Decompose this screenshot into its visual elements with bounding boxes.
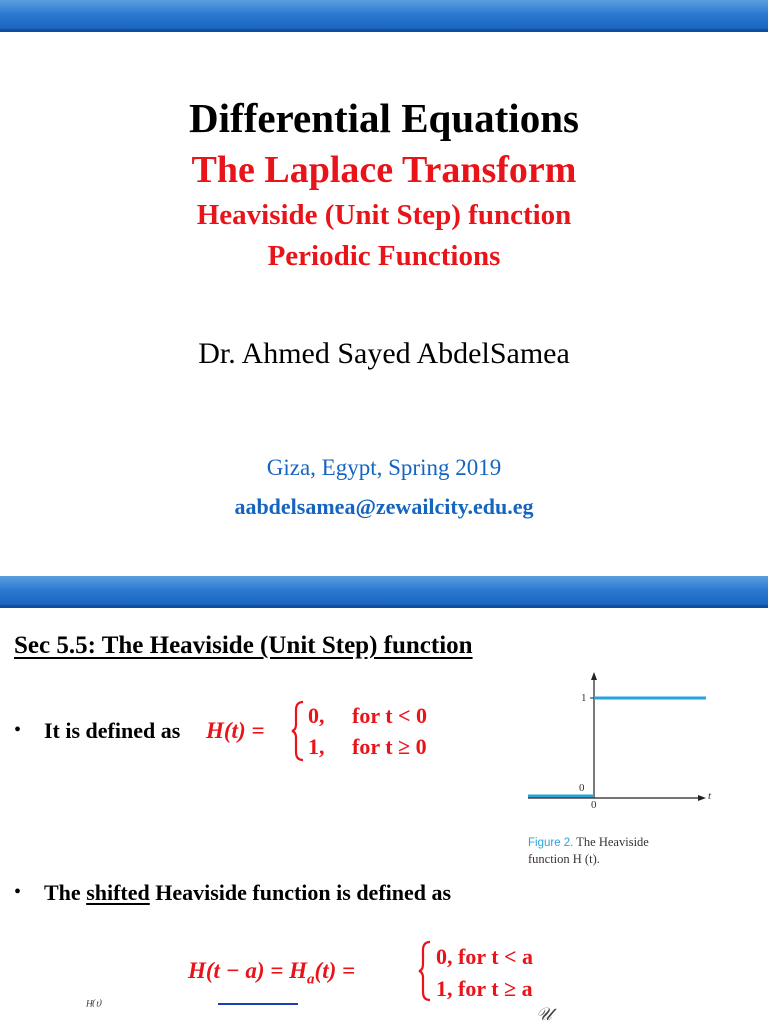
bullet-shifted-text — [44, 880, 451, 906]
shifted-suffix: Heaviside function is defined as — [155, 880, 452, 905]
case1-value: 0, — [308, 703, 325, 728]
case1-condition: for t < 0 — [352, 703, 428, 728]
section-title: Sec 5.5: The Heaviside (Unit Step) function — [14, 632, 473, 659]
handwritten-note-right: 𝒰 — [536, 1004, 553, 1024]
bullet-marker: • — [14, 881, 22, 903]
shifted-case1: 0, for t < a — [436, 944, 534, 969]
heaviside-plot — [524, 670, 724, 820]
author-email[interactable]: aabdelsamea@zewailcity.edu.eg — [234, 494, 534, 519]
figure-caption-line2: function H (t). — [528, 852, 600, 866]
plot-y-arrow — [591, 672, 597, 680]
handwritten-underline — [216, 1001, 300, 1007]
slide-title: Differential Equations — [189, 95, 579, 141]
heaviside-lhs: H(t) = — [206, 718, 265, 743]
case-brace — [291, 700, 305, 762]
shifted-underlined: shifted — [86, 880, 150, 905]
shifted-case2: 1, for t ≥ a — [436, 976, 533, 1001]
shifted-lhs-main: H(t − a) = H — [188, 958, 308, 983]
author-name: Dr. Ahmed Sayed AbdelSamea — [198, 337, 570, 370]
topic-heaviside: Heaviside (Unit Step) function — [196, 199, 572, 231]
slide-header-bar — [0, 576, 768, 608]
plot-y-tick-1-label: 1 — [581, 692, 587, 704]
figure-caption — [528, 834, 649, 867]
plot-x-axis-label: t — [708, 790, 712, 802]
shifted-lhs — [188, 958, 355, 989]
handwritten-note-left: ᴴ⁽ᵗ⁾ — [86, 998, 103, 1015]
location-date: Giza, Egypt, Spring 2019 — [266, 455, 502, 480]
figure-caption-line1: The Heaviside — [576, 835, 649, 849]
slide-header-bar — [0, 0, 768, 32]
bullet-definition-text: It is defined as — [44, 718, 181, 743]
plot-x-arrow — [698, 795, 706, 801]
content-slide — [0, 576, 768, 1024]
plot-y-tick-0-label: 0 — [579, 782, 585, 794]
shifted-lhs-sub: a — [307, 971, 315, 988]
slide-subtitle: The Laplace Transform — [191, 149, 577, 191]
shifted-prefix: The — [44, 880, 81, 905]
bullet-marker: • — [14, 719, 22, 741]
plot-x-tick-0-label: 0 — [591, 799, 597, 811]
case2-condition: for t ≥ 0 — [352, 734, 427, 759]
shifted-lhs-mid: (t) = — [314, 958, 356, 983]
figure-caption-label: Figure 2. — [528, 837, 574, 849]
case2-value: 1, — [308, 734, 325, 759]
shifted-case-brace — [418, 940, 432, 1002]
topic-periodic: Periodic Functions — [267, 240, 501, 272]
